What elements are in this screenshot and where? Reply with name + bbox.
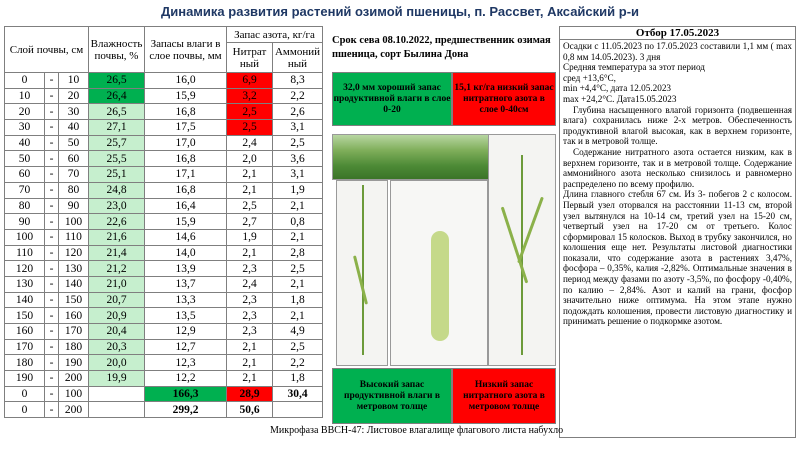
layer-from-cell: 150: [5, 308, 45, 324]
header-nitrate: Нитрат ный: [227, 43, 273, 73]
layer-from-cell: 120: [5, 261, 45, 277]
layer-to-cell: 30: [59, 104, 89, 120]
page-title: Динамика развития растений озимой пшеницы, п. Рассвет, Аксайский р-и: [160, 4, 640, 19]
water-cell: 14,0: [145, 245, 227, 261]
layer-to-cell: 100: [59, 214, 89, 230]
layer-from-cell: 190: [5, 371, 45, 387]
moisture-cell: 21,0: [89, 276, 145, 292]
total-to-cell: 200: [59, 402, 89, 418]
nitrogen-top-box: 15,1 кг/га низкий запас нитратного азота в слое 0-40см: [452, 72, 556, 126]
table-row: [5, 261, 323, 277]
table-row: [5, 371, 323, 387]
layer-to-cell: 180: [59, 339, 89, 355]
table-row: [5, 151, 323, 167]
table-row: [5, 339, 323, 355]
table-row: [5, 229, 323, 245]
ear-photo: [390, 180, 488, 366]
layer-to-cell: 130: [59, 261, 89, 277]
ammonium-cell: 2,1: [273, 229, 323, 245]
water-cell: 13,3: [145, 292, 227, 308]
table-row: [5, 245, 323, 261]
layer-from-cell: 130: [5, 276, 45, 292]
sampling-panel: [559, 26, 796, 438]
layer-from-cell: 180: [5, 355, 45, 371]
layer-dash-cell: -: [45, 104, 59, 120]
total-water-cell: 166,3: [145, 386, 227, 402]
layer-from-cell: 0: [5, 73, 45, 89]
table-row: [5, 182, 323, 198]
moisture-cell: 25,7: [89, 135, 145, 151]
layer-dash-cell: -: [45, 245, 59, 261]
water-cell: 12,2: [145, 371, 227, 387]
ammonium-cell: 8,3: [273, 73, 323, 89]
note-paragraph: max +24,2°С. Дата15.05.2023: [563, 93, 677, 104]
moisture-cell: 26,5: [89, 73, 145, 89]
total-dash-cell: -: [45, 386, 59, 402]
nitrate-cell: 2,3: [227, 324, 273, 340]
nitrate-cell: 2,1: [227, 355, 273, 371]
total-ammonium-cell: 30,4: [273, 386, 323, 402]
layer-dash-cell: -: [45, 88, 59, 104]
moisture-cell: 22,6: [89, 214, 145, 230]
water-cell: 16,4: [145, 198, 227, 214]
total-nitrate-cell: 50,6: [227, 402, 273, 418]
layer-dash-cell: -: [45, 135, 59, 151]
table-row: [5, 324, 323, 340]
water-cell: 16,8: [145, 151, 227, 167]
water-cell: 16,0: [145, 73, 227, 89]
layer-dash-cell: -: [45, 308, 59, 324]
ammonium-cell: 2,1: [273, 308, 323, 324]
ammonium-cell: 2,5: [273, 135, 323, 151]
nitrate-cell: 2,1: [227, 182, 273, 198]
moisture-cell: 19,9: [89, 371, 145, 387]
total-row-total_200: [5, 402, 323, 418]
ammonium-cell: 2,6: [273, 104, 323, 120]
layer-to-cell: 90: [59, 198, 89, 214]
nitrate-cell: 2,1: [227, 245, 273, 261]
layer-dash-cell: -: [45, 198, 59, 214]
water-cell: 16,8: [145, 182, 227, 198]
layer-from-cell: 140: [5, 292, 45, 308]
layer-dash-cell: -: [45, 371, 59, 387]
nitrate-cell: 2,7: [227, 214, 273, 230]
soil-data-table: [4, 26, 323, 418]
table-row: [5, 73, 323, 89]
layer-dash-cell: -: [45, 120, 59, 136]
layer-dash-cell: -: [45, 276, 59, 292]
total-nitrate-cell: 28,9: [227, 386, 273, 402]
layer-to-cell: 40: [59, 120, 89, 136]
ammonium-cell: 2,1: [273, 198, 323, 214]
table-row: [5, 135, 323, 151]
layer-from-cell: 50: [5, 151, 45, 167]
layer-from-cell: 160: [5, 324, 45, 340]
nitrate-cell: 3,2: [227, 88, 273, 104]
water-cell: 13,7: [145, 276, 227, 292]
nitrate-cell: 2,3: [227, 292, 273, 308]
ammonium-cell: 2,5: [273, 261, 323, 277]
layer-dash-cell: -: [45, 73, 59, 89]
header-ammonium: Аммоний ный: [273, 43, 323, 73]
water-cell: 14,6: [145, 229, 227, 245]
layer-from-cell: 20: [5, 104, 45, 120]
note-paragraph: Средняя температура за этот период: [563, 62, 705, 73]
moisture-cell: 24,8: [89, 182, 145, 198]
layer-from-cell: 40: [5, 135, 45, 151]
moisture-cell: 20,0: [89, 355, 145, 371]
sampling-notes: [560, 40, 795, 328]
layer-dash-cell: -: [45, 355, 59, 371]
ammonium-cell: 2,1: [273, 276, 323, 292]
plant-photo-1: [336, 180, 388, 366]
water-top-box: 32,0 мм хороший запас продуктивной влаги в слое 0-20: [332, 72, 452, 126]
moisture-cell: 20,9: [89, 308, 145, 324]
water-cell: 12,3: [145, 355, 227, 371]
header-nitrogen: Запас азота, кг/га: [227, 27, 323, 43]
nitrate-cell: 2,4: [227, 276, 273, 292]
nitrate-cell: 2,5: [227, 198, 273, 214]
water-cell: 17,0: [145, 135, 227, 151]
water-cell: 12,9: [145, 324, 227, 340]
total-ammonium-cell: [273, 402, 323, 418]
layer-to-cell: 150: [59, 292, 89, 308]
nitrate-cell: 2,4: [227, 135, 273, 151]
layer-dash-cell: -: [45, 182, 59, 198]
total-moisture-cell: [89, 402, 145, 418]
layer-to-cell: 170: [59, 324, 89, 340]
ammonium-cell: 4,9: [273, 324, 323, 340]
ammonium-cell: 2,2: [273, 88, 323, 104]
moisture-cell: 25,1: [89, 167, 145, 183]
nitrate-cell: 2,0: [227, 151, 273, 167]
moisture-cell: 21,2: [89, 261, 145, 277]
note-paragraph: min +4,4°С, дата 12.05.2023: [563, 83, 672, 94]
water-cell: 15,9: [145, 214, 227, 230]
water-cell: 17,1: [145, 167, 227, 183]
note-paragraph: Длина главного стебля 67 см. Из 3- побегов 2 с колосом. Первый узел оторвался на расстоянии 11-13 см, второй узел вытянулся на 10-14 см, третий узел на 15-20 см, четвертый узел на 17-20 см от третьего. Колос сформировал 15 колосков. Выход в трубку закончился, но колошения еще нет. Результаты листовой диагностики показали, что содержание азота в растениях 3,47%, фосфора – 0,35%, калия -2,82%. Оптимальные значения в период между фазами по азоту -3,5%, по фосфору -0,40%, по калию – 2,84%. Азот и калий на грани, фосфор значительно ниже оптимума. На этом этапе нужно подождать колошения, провести листовую диагностику и принимать решение о подкормке азотом.: [563, 189, 792, 327]
total-moisture-cell: [89, 386, 145, 402]
total-to-cell: 100: [59, 386, 89, 402]
table-row: [5, 214, 323, 230]
layer-dash-cell: -: [45, 151, 59, 167]
header-water: Запасы влаги в слое почвы, мм: [145, 27, 227, 73]
nitrate-cell: 2,5: [227, 104, 273, 120]
moisture-cell: 26,5: [89, 104, 145, 120]
ammonium-cell: 3,6: [273, 151, 323, 167]
layer-to-cell: 70: [59, 167, 89, 183]
ammonium-cell: 0,8: [273, 214, 323, 230]
layer-from-cell: 170: [5, 339, 45, 355]
layer-to-cell: 110: [59, 229, 89, 245]
note-paragraph: Глубина насыщенного влагой горизонта (подвешенная влага) сохранилась ниже 2-х метров. Обеспеченность продуктивной влагой высокая, как в верхнем горизонте, так и в метровой толще.: [563, 104, 792, 147]
plant-photo-2: [488, 134, 556, 366]
ammonium-cell: 2,8: [273, 245, 323, 261]
note-paragraph: сред +13,6°С,: [563, 72, 616, 83]
layer-to-cell: 120: [59, 245, 89, 261]
layer-from-cell: 70: [5, 182, 45, 198]
nitrate-cell: 6,9: [227, 73, 273, 89]
ammonium-cell: 1,9: [273, 182, 323, 198]
nitrate-cell: 2,3: [227, 261, 273, 277]
layer-from-cell: 100: [5, 229, 45, 245]
moisture-cell: 20,4: [89, 324, 145, 340]
moisture-cell: 21,6: [89, 229, 145, 245]
layer-from-cell: 110: [5, 245, 45, 261]
moisture-cell: 20,7: [89, 292, 145, 308]
layer-to-cell: 50: [59, 135, 89, 151]
layer-to-cell: 10: [59, 73, 89, 89]
total-water-cell: 299,2: [145, 402, 227, 418]
table-row: [5, 292, 323, 308]
moisture-cell: 26,4: [89, 88, 145, 104]
layer-from-cell: 30: [5, 120, 45, 136]
layer-from-cell: 80: [5, 198, 45, 214]
sowing-info: Срок сева 08.10.2022, предшественник озимая пшеница, сорт Былина Дона: [332, 35, 551, 60]
table-row: [5, 198, 323, 214]
table-row: [5, 120, 323, 136]
table-row: [5, 276, 323, 292]
water-cell: 15,9: [145, 88, 227, 104]
table-row: [5, 355, 323, 371]
nitrate-cell: 2,3: [227, 308, 273, 324]
total-dash-cell: -: [45, 402, 59, 418]
layer-dash-cell: -: [45, 167, 59, 183]
moisture-cell: 25,5: [89, 151, 145, 167]
nitrogen-bottom-box: Низкий запас нитратного азота в метровом толще: [452, 368, 556, 424]
layer-to-cell: 20: [59, 88, 89, 104]
layer-dash-cell: -: [45, 214, 59, 230]
layer-to-cell: 60: [59, 151, 89, 167]
ammonium-cell: 2,5: [273, 339, 323, 355]
ammonium-cell: 2,2: [273, 355, 323, 371]
layer-from-cell: 90: [5, 214, 45, 230]
nitrate-cell: 2,1: [227, 371, 273, 387]
total-from-cell: 0: [5, 402, 45, 418]
water-cell: 13,5: [145, 308, 227, 324]
layer-to-cell: 190: [59, 355, 89, 371]
moisture-cell: 27,1: [89, 120, 145, 136]
table-row: [5, 167, 323, 183]
moisture-cell: 21,4: [89, 245, 145, 261]
layer-to-cell: 80: [59, 182, 89, 198]
header-moisture: Влажность почвы, %: [89, 27, 145, 73]
nitrate-cell: 2,1: [227, 167, 273, 183]
layer-to-cell: 200: [59, 371, 89, 387]
note-paragraph: Содержание нитратного азота остается низким, как в верхнем горизонте, так и в метровой толще. Содержание аммонийного азота несколько снизилось и равномерно распределено по всему профилю.: [563, 146, 792, 189]
layer-dash-cell: -: [45, 261, 59, 277]
moisture-cell: 20,3: [89, 339, 145, 355]
table-row: [5, 104, 323, 120]
ammonium-cell: 1,8: [273, 371, 323, 387]
layer-from-cell: 60: [5, 167, 45, 183]
layer-dash-cell: -: [45, 324, 59, 340]
water-bottom-box: Высокий запас продуктивной влаги в метровом толще: [332, 368, 452, 424]
note-paragraph: Осадки с 11.05.2023 по 17.05.2023 составили 1,1 мм ( max 0,8 мм 14.05.2023). 3 дня: [563, 41, 792, 62]
water-cell: 16,8: [145, 104, 227, 120]
layer-to-cell: 140: [59, 276, 89, 292]
layer-from-cell: 10: [5, 88, 45, 104]
microphase-note: Микрофаза ВВСН-47: Листовое влагалище флагового листа набухло: [270, 425, 564, 436]
table-row: [5, 308, 323, 324]
water-cell: 12,7: [145, 339, 227, 355]
ammonium-cell: 3,1: [273, 120, 323, 136]
nitrate-cell: 2,1: [227, 339, 273, 355]
header-layer: Слой почвы, см: [5, 27, 89, 73]
nitrate-cell: 1,9: [227, 229, 273, 245]
table-row: [5, 88, 323, 104]
layer-dash-cell: -: [45, 292, 59, 308]
layer-to-cell: 160: [59, 308, 89, 324]
sampling-date: Отбор 17.05.2023: [560, 27, 795, 40]
layer-dash-cell: -: [45, 339, 59, 355]
moisture-cell: 23,0: [89, 198, 145, 214]
total-row-total_100: [5, 386, 323, 402]
layer-dash-cell: -: [45, 229, 59, 245]
total-from-cell: 0: [5, 386, 45, 402]
ammonium-cell: 1,8: [273, 292, 323, 308]
ammonium-cell: 3,1: [273, 167, 323, 183]
water-cell: 13,9: [145, 261, 227, 277]
nitrate-cell: 2,5: [227, 120, 273, 136]
water-cell: 17,5: [145, 120, 227, 136]
